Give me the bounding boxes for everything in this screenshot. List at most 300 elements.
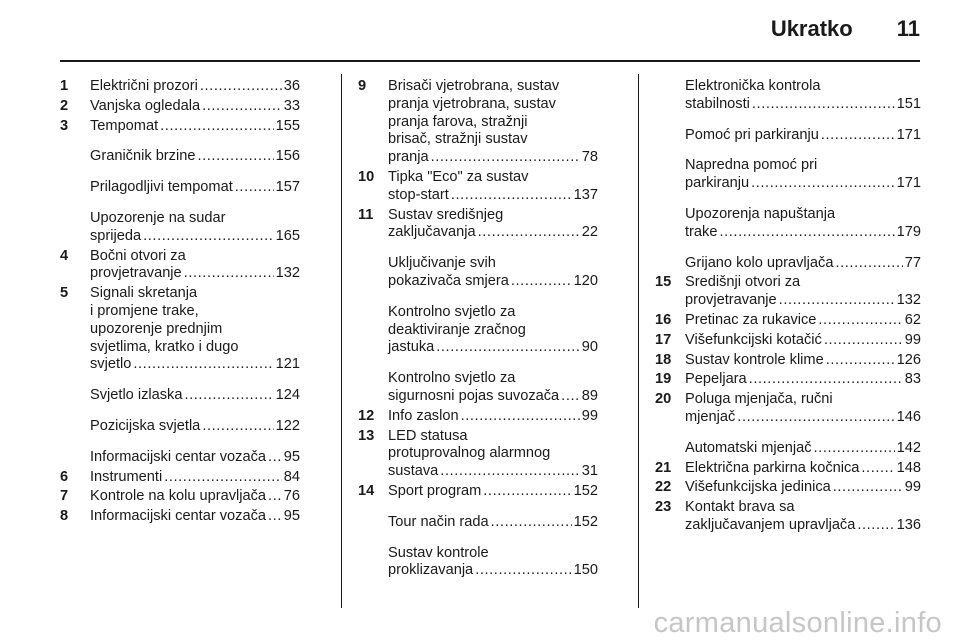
- entry-page-number: 99: [904, 331, 921, 348]
- entry-text-line: deaktiviranje zračnog: [388, 321, 526, 338]
- entry-last-line: [685, 460, 921, 478]
- dot-leader: [751, 175, 895, 193]
- entry-page-number: 150: [573, 562, 598, 579]
- entry-label: Pomoć pri parkiranju: [685, 126, 819, 143]
- dot-leader: [164, 469, 282, 487]
- entry-text-line: Bočni otvori za: [90, 247, 186, 264]
- entry-body: [90, 148, 300, 166]
- dot-leader: [824, 332, 903, 350]
- entry-number: 15: [655, 274, 672, 291]
- entry-page-number: 165: [275, 227, 300, 244]
- index-entry: [60, 508, 300, 526]
- entry-number: [655, 127, 685, 145]
- entry-last-line: [685, 332, 921, 350]
- entry-last-line: [685, 479, 921, 497]
- entry-number: 7: [60, 488, 69, 505]
- entry-text-line: i promjene trake,: [90, 302, 199, 319]
- dot-leader: [202, 418, 273, 436]
- entry-text-line: upozorenje prednjim: [90, 320, 223, 337]
- entry-body: [90, 469, 300, 487]
- entry-body: [90, 179, 300, 197]
- index-entry: [655, 206, 921, 242]
- index-entry: [60, 98, 300, 116]
- entry-last-line: [685, 312, 921, 330]
- entry-number: 13: [358, 427, 375, 444]
- entry-number: 2: [60, 97, 69, 114]
- dot-leader: [235, 179, 274, 197]
- entry-text-line: Kontrolno svjetlo za: [388, 303, 516, 320]
- entry-label: Sport program: [388, 482, 482, 499]
- entry-label: Pepeljara: [685, 371, 747, 388]
- entry-body: [90, 285, 300, 374]
- entry-text-line: Brisači vjetrobrana, sustav: [388, 78, 560, 94]
- entry-last-line: [685, 127, 921, 145]
- dot-leader: [436, 339, 580, 357]
- entry-text-line: Upozorenje na sudar: [90, 209, 226, 226]
- dot-leader: [491, 514, 572, 532]
- entry-body: [685, 255, 921, 273]
- index-entry: [358, 78, 598, 167]
- entry-last-line: [90, 469, 300, 487]
- column-divider-2: [638, 74, 639, 608]
- entry-label: Kontrole na kolu upravljača: [90, 488, 267, 505]
- entry-number: 20: [655, 391, 672, 408]
- entry-label: parkiranju: [685, 175, 750, 192]
- index-entry: [60, 210, 300, 246]
- entry-number: 4: [60, 247, 69, 264]
- entry-text-line: brisač, stražnji sustav: [388, 131, 528, 148]
- entry-number: 6: [60, 468, 69, 485]
- entry-last-line: [90, 98, 300, 116]
- entry-number: [358, 370, 388, 406]
- entry-label: provjetravanje: [90, 265, 182, 282]
- entry-page-number: 78: [581, 149, 598, 166]
- entry-text-line: Elektronička kontrola: [685, 78, 821, 94]
- entry-body: [685, 499, 921, 535]
- index-entry: [655, 499, 921, 535]
- entry-body: [388, 78, 598, 167]
- entry-text-line: Napredna pomoć pri: [685, 157, 818, 174]
- entry-last-line: [685, 96, 921, 114]
- entry-page-number: 22: [581, 224, 598, 241]
- entry-number: 23: [655, 499, 672, 516]
- dot-leader: [737, 409, 894, 427]
- entry-body: [388, 545, 598, 581]
- dot-leader: [451, 187, 572, 205]
- entry-label: Informacijski centar vozača: [90, 448, 267, 465]
- dot-leader: [143, 228, 274, 246]
- entry-text-line: Sustav kontrole: [388, 544, 489, 561]
- entry-page-number: 171: [896, 175, 921, 192]
- index-entry: [60, 488, 300, 506]
- index-entry: [655, 391, 921, 427]
- entry-label: svjetlo: [90, 356, 132, 373]
- entry-label: Grijano kolo upravljača: [685, 254, 834, 271]
- entry-body: [388, 370, 598, 406]
- index-entry: [60, 248, 300, 284]
- entry-page-number: 121: [275, 356, 300, 373]
- entry-body: [685, 78, 921, 114]
- entry-body: [90, 418, 300, 436]
- dot-leader: [821, 127, 895, 145]
- entry-last-line: [685, 255, 921, 273]
- entry-label: Instrumenti: [90, 468, 163, 485]
- entry-number: [358, 545, 388, 581]
- entry-label: Višefunkcijska jedinica: [685, 479, 831, 496]
- page-header: [771, 16, 920, 42]
- entry-body: [90, 449, 300, 467]
- index-entry: [60, 418, 300, 436]
- entry-body: [90, 78, 300, 96]
- entry-label: pokazivača smjera: [388, 272, 509, 289]
- dot-leader: [818, 312, 902, 330]
- entry-body: [388, 255, 598, 291]
- entry-number: 17: [655, 331, 672, 348]
- entry-number: [60, 210, 90, 246]
- index-entry: [655, 352, 921, 370]
- dot-leader: [268, 508, 282, 526]
- entry-last-line: [388, 514, 598, 532]
- entry-last-line: [388, 273, 598, 291]
- entry-page-number: 124: [275, 387, 300, 404]
- dot-leader: [749, 371, 903, 389]
- entry-body: [685, 274, 921, 310]
- entry-body: [685, 312, 921, 330]
- entry-page-number: 152: [573, 482, 598, 499]
- entry-label: stabilnosti: [685, 95, 750, 112]
- entry-label: sprijeda: [90, 227, 142, 244]
- entry-number: [358, 304, 388, 357]
- dot-leader: [511, 273, 572, 291]
- entry-page-number: 83: [904, 371, 921, 388]
- dot-leader: [431, 149, 580, 167]
- entry-label: Informacijski centar vozača: [90, 508, 267, 525]
- entry-last-line: [388, 463, 598, 481]
- entry-last-line: [388, 388, 598, 406]
- index-entry: [358, 408, 598, 426]
- dot-leader: [268, 488, 282, 506]
- dot-leader: [561, 388, 580, 406]
- entry-number: 14: [358, 482, 375, 499]
- entry-last-line: [388, 562, 598, 580]
- index-entry: [358, 169, 598, 205]
- dot-leader: [719, 224, 894, 242]
- index-entry: [60, 148, 300, 166]
- entry-last-line: [90, 488, 300, 506]
- entry-body: [685, 206, 921, 242]
- entry-number: [655, 206, 685, 242]
- entry-page-number: 179: [896, 223, 921, 240]
- index-entry: [358, 428, 598, 481]
- index-column-2: [358, 78, 598, 580]
- dot-leader: [160, 118, 274, 136]
- entry-body: [90, 118, 300, 136]
- entry-page-number: 132: [275, 265, 300, 282]
- dot-leader: [833, 479, 903, 497]
- index-entry: [358, 207, 598, 243]
- entry-body: [388, 304, 598, 357]
- entry-label: Tempomat: [90, 117, 159, 134]
- entry-last-line: [685, 440, 921, 458]
- entry-page-number: 120: [573, 272, 598, 289]
- entry-body: [685, 127, 921, 145]
- entry-last-line: [90, 148, 300, 166]
- entry-page-number: 136: [896, 516, 921, 533]
- entry-page-number: 90: [581, 339, 598, 356]
- entry-body: [388, 207, 598, 243]
- dot-leader: [184, 387, 273, 405]
- entry-last-line: [90, 179, 300, 197]
- entry-text-line: pranja farova, stražnji: [388, 113, 528, 130]
- entry-page-number: 31: [581, 463, 598, 480]
- entry-number: [60, 449, 90, 467]
- entry-body: [685, 332, 921, 350]
- dot-leader: [268, 449, 282, 467]
- entry-number: 5: [60, 285, 69, 302]
- entry-page-number: 146: [896, 408, 921, 425]
- entry-body: [90, 210, 300, 246]
- entry-label: zaključavanjem upravljača: [685, 516, 856, 533]
- entry-body: [90, 98, 300, 116]
- dot-leader: [475, 562, 571, 580]
- entry-text-line: Uključivanje svih: [388, 255, 496, 272]
- entry-body: [388, 483, 598, 501]
- entry-page-number: 151: [896, 95, 921, 112]
- entry-label: Tour način rada: [388, 513, 489, 530]
- entry-label: Višefunkcijski kotačić: [685, 331, 822, 348]
- entry-page-number: 62: [904, 311, 921, 328]
- entry-label: Električna parkirna kočnica: [685, 459, 860, 476]
- entry-page-number: 171: [896, 126, 921, 143]
- dot-leader: [440, 463, 579, 481]
- index-entry: [60, 449, 300, 467]
- entry-number: 19: [655, 371, 672, 388]
- entry-number: [655, 157, 685, 193]
- entry-label: Pozicijska svjetla: [90, 417, 201, 434]
- index-entry: [60, 179, 300, 197]
- entry-page-number: 137: [573, 186, 598, 203]
- entry-number: 8: [60, 508, 69, 525]
- entry-text-line: Kontrolno svjetlo za: [388, 370, 516, 387]
- index-entry: [60, 285, 300, 374]
- entry-page-number: 33: [283, 97, 300, 114]
- dot-leader: [857, 517, 894, 535]
- entry-last-line: [90, 449, 300, 467]
- index-entry: [358, 304, 598, 357]
- entry-last-line: [685, 517, 921, 535]
- entry-last-line: [90, 228, 300, 246]
- entry-last-line: [90, 508, 300, 526]
- entry-last-line: [90, 387, 300, 405]
- entry-page-number: 122: [275, 417, 300, 434]
- entry-number: 1: [60, 78, 69, 94]
- entry-number: [655, 78, 685, 114]
- entry-page-number: 99: [904, 479, 921, 496]
- entry-page-number: 99: [581, 407, 598, 424]
- entry-text-line: pranja vjetrobrana, sustav: [388, 95, 556, 112]
- index-entry: [358, 370, 598, 406]
- entry-number: 10: [358, 168, 375, 185]
- entry-text-line: Kontakt brava sa: [685, 499, 795, 516]
- column-divider-1: [341, 74, 342, 608]
- entry-number: [358, 255, 388, 291]
- entry-page-number: 126: [896, 351, 921, 368]
- entry-text-line: Poluga mjenjača, ručni: [685, 391, 833, 408]
- entry-label: Pretinac za rukavice: [685, 311, 817, 328]
- dot-leader: [814, 440, 895, 458]
- entry-label: Sustav kontrole klime: [685, 351, 824, 368]
- entry-body: [685, 440, 921, 458]
- entry-last-line: [90, 78, 300, 96]
- entry-label: Električni prozori: [90, 78, 198, 94]
- entry-last-line: [90, 418, 300, 436]
- entry-text-line: svjetlima, kratko i dugo: [90, 338, 239, 355]
- header-divider: [60, 60, 920, 62]
- page-number: 11: [896, 16, 920, 41]
- entry-page-number: 95: [283, 448, 300, 465]
- entry-page-number: 77: [904, 254, 921, 271]
- entry-text-line: Upozorenja napuštanja: [685, 205, 836, 222]
- entry-label: Info zaslon: [388, 407, 459, 424]
- dot-leader: [752, 96, 895, 114]
- index-column-3: [655, 78, 921, 535]
- entry-label: stop-start: [388, 186, 449, 203]
- entry-body: [685, 157, 921, 193]
- entry-body: [90, 488, 300, 506]
- entry-page-number: 156: [275, 148, 300, 165]
- entry-number: [60, 418, 90, 436]
- entry-label: Vanjska ogledala: [90, 97, 201, 114]
- entry-number: 18: [655, 351, 672, 368]
- entry-body: [388, 428, 598, 481]
- index-entry: [358, 514, 598, 532]
- entry-page-number: 89: [581, 387, 598, 404]
- index-entry: [358, 255, 598, 291]
- dot-leader: [835, 255, 902, 273]
- index-entry: [655, 371, 921, 389]
- index-entry: [655, 440, 921, 458]
- entry-page-number: 152: [573, 513, 598, 530]
- index-entry: [655, 460, 921, 478]
- entry-text-line: Središnji otvori za: [685, 274, 801, 291]
- page-title: Ukratko: [770, 16, 853, 41]
- entry-page-number: 95: [283, 508, 300, 525]
- entry-last-line: [685, 409, 921, 427]
- entry-text-line: Tipka "Eco" za sustav: [388, 168, 529, 185]
- index-entry: [358, 483, 598, 501]
- index-entry: [655, 274, 921, 310]
- entry-last-line: [685, 371, 921, 389]
- entry-last-line: [388, 339, 598, 357]
- dot-leader: [861, 460, 894, 478]
- entry-label: sigurnosni pojas suvozača: [388, 387, 560, 404]
- entry-page-number: 76: [283, 488, 300, 505]
- entry-body: [388, 169, 598, 205]
- entry-number: 3: [60, 117, 69, 134]
- dot-leader: [184, 265, 274, 283]
- index-entry: [60, 78, 300, 96]
- entry-last-line: [388, 408, 598, 426]
- dot-leader: [202, 98, 282, 116]
- entry-label: pranja: [388, 149, 429, 166]
- entry-body: [685, 371, 921, 389]
- entry-label: Automatski mjenjač: [685, 439, 812, 456]
- watermark: carmanualsonline.info: [653, 607, 942, 639]
- index-entry: [655, 479, 921, 497]
- entry-text-line: LED statusa: [388, 427, 468, 444]
- entry-number: 9: [358, 78, 367, 94]
- entry-body: [90, 248, 300, 284]
- entry-body: [685, 460, 921, 478]
- dot-leader: [133, 356, 273, 374]
- entry-page-number: 155: [275, 117, 300, 134]
- entry-label: Graničnik brzine: [90, 148, 196, 165]
- dot-leader: [826, 352, 895, 370]
- index-entry: [60, 118, 300, 136]
- dot-leader: [483, 483, 571, 501]
- entry-page-number: 157: [275, 179, 300, 196]
- index-entry: [655, 78, 921, 114]
- entry-text-line: Sustav središnjeg: [388, 206, 504, 223]
- index-entry: [655, 255, 921, 273]
- dot-leader: [461, 408, 580, 426]
- dot-leader: [478, 224, 580, 242]
- entry-last-line: [388, 483, 598, 501]
- dot-leader: [779, 292, 895, 310]
- entry-label: proklizavanja: [388, 562, 474, 579]
- entry-last-line: [685, 175, 921, 193]
- entry-label: jastuka: [388, 339, 435, 356]
- entry-last-line: [685, 224, 921, 242]
- index-entry: [655, 312, 921, 330]
- entry-number: 16: [655, 311, 672, 328]
- entry-label: trake: [685, 223, 718, 240]
- entry-number: [358, 514, 388, 532]
- entry-number: 22: [655, 479, 672, 496]
- dot-leader: [197, 148, 273, 166]
- entry-label: Svjetlo izlaska: [90, 387, 183, 404]
- entry-number: [655, 440, 685, 458]
- entry-text-line: Signali skretanja: [90, 285, 198, 302]
- entry-page-number: 84: [283, 468, 300, 485]
- index-entry: [358, 545, 598, 581]
- entry-label: zaključavanja: [388, 224, 476, 241]
- entry-last-line: [388, 149, 598, 167]
- entry-body: [90, 508, 300, 526]
- entry-page-number: 132: [896, 292, 921, 309]
- entry-body: [685, 352, 921, 370]
- entry-text-line: protuprovalnog alarmnog: [388, 445, 551, 462]
- entry-number: [60, 148, 90, 166]
- entry-last-line: [685, 352, 921, 370]
- index-entry: [655, 332, 921, 350]
- entry-body: [388, 514, 598, 532]
- index-entry: [60, 387, 300, 405]
- index-column-1: [60, 78, 300, 526]
- entry-number: 12: [358, 407, 375, 424]
- index-entry: [60, 469, 300, 487]
- entry-body: [388, 408, 598, 426]
- entry-number: [60, 179, 90, 197]
- entry-last-line: [388, 187, 598, 205]
- entry-last-line: [685, 292, 921, 310]
- entry-last-line: [90, 265, 300, 283]
- entry-label: provjetravanje: [685, 292, 777, 309]
- entry-page-number: 142: [896, 439, 921, 456]
- dot-leader: [200, 78, 282, 96]
- entry-number: 21: [655, 459, 672, 476]
- entry-last-line: [90, 118, 300, 136]
